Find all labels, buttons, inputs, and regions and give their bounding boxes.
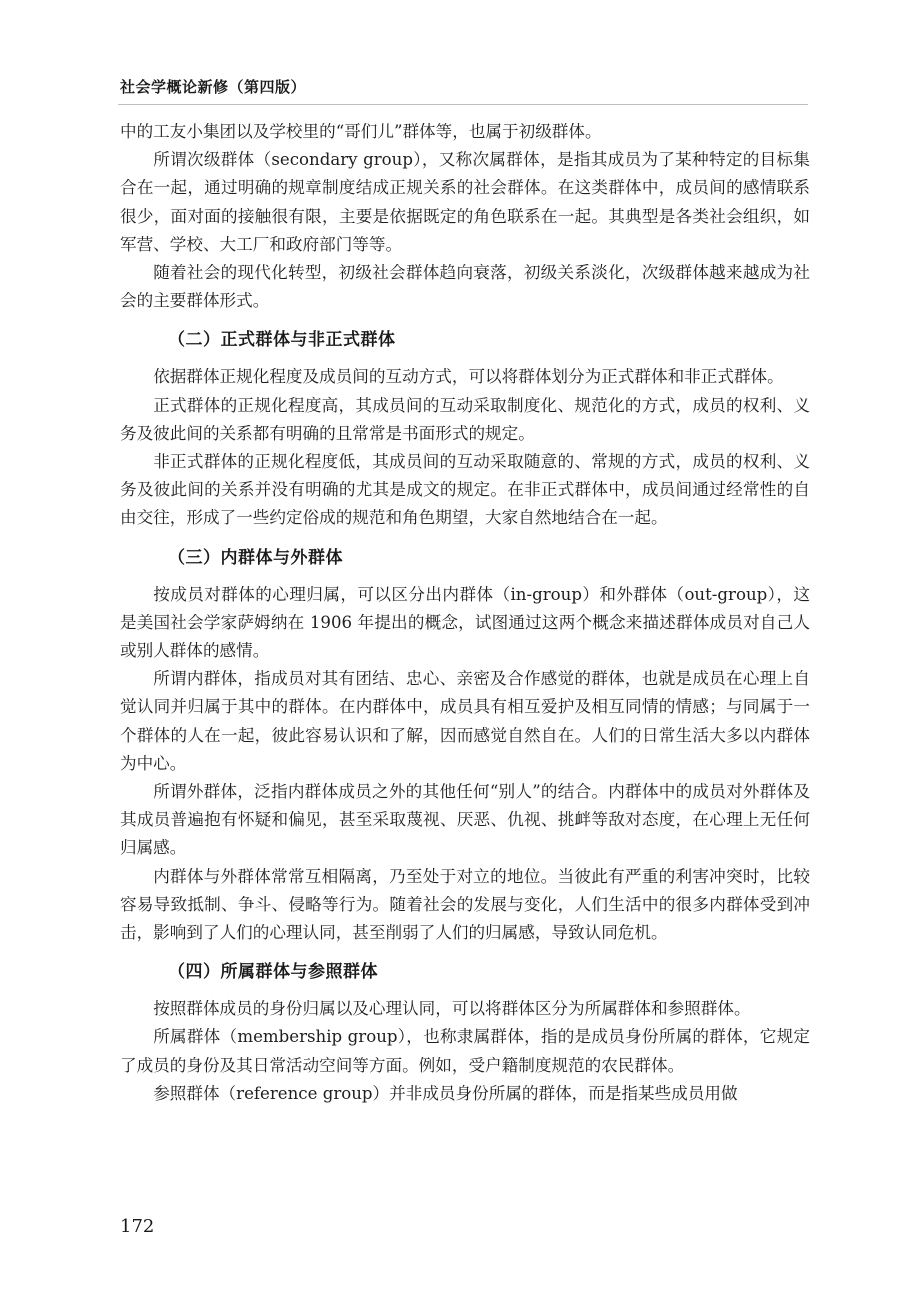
paragraph: 所谓次级群体（secondary group），又称次属群体，是指其成员为了某种特定的目标集合在一起，通过明确的规章制度结成正规关系的社会群体。在这类群体中，成员间的感情联系很少，面对面的接触很有限，主要是依据既定的角色联系在一起。其典型是各类社会组织，如军营、学校、大工厂和政府部门等等。 — [120, 150, 810, 254]
page-number: 172 — [120, 1216, 155, 1237]
paragraph: 所属群体（membership group），也称隶属群体，指的是成员身份所属的群体，它规定了成员的身份及其日常活动空间等方面。例如，受户籍制度规范的农民群体。 — [120, 1027, 810, 1075]
paragraph: 所谓内群体，指成员对其有团结、忠心、亲密及合作感觉的群体，也就是成员在心理上自觉认同并归属于其中的群体。在内群体中，成员具有相互爱护及相互同情的情感；与同属于一个群体的人在一起，彼此容易认识和了解，因而感觉自然自在。人们的日常生活大多以内群体为中心。 — [120, 669, 810, 773]
paragraph: 随着社会的现代化转型，初级社会群体趋向衰落，初级关系淡化，次级群体越来越成为社会的主要群体形式。 — [120, 263, 810, 311]
section-heading: （二）正式群体与非正式群体 — [168, 330, 396, 351]
paragraph: 按成员对群体的心理归属，可以区分出内群体（in-group）和外群体（out-group），这是美国社会学家萨姆纳在 1906 年提出的概念，试图通过这两个概念来描述群体成员对自己人或别人群体的感情。 — [120, 584, 810, 661]
paragraph: 正式群体的正规化程度高，其成员间的互动采取制度化、规范化的方式，成员的权利、义务及彼此间的关系都有明确的且常常是书面形式的规定。 — [120, 395, 810, 443]
paragraph: 内群体与外群体常常互相隔离，乃至处于对立的地位。当彼此有严重的利害冲突时，比较容易导致抵制、争斗、侵略等行为。随着社会的发展与变化，人们生活中的很多内群体受到冲击，影响到了人们的心理认同，甚至削弱了人们的归属感，导致认同危机。 — [120, 866, 810, 943]
paragraph: 按照群体成员的身份归属以及心理认同，可以将群体区分为所属群体和参照群体。 — [153, 999, 751, 1019]
paragraph: 参照群体（reference group）并非成员身份所属的群体，而是指某些成员用做 — [153, 1083, 738, 1103]
paragraph: 中的工友小集团以及学校里的“哥们儿”群体等，也属于初级群体。 — [120, 122, 602, 141]
paragraph: 依据群体正规化程度及成员间的互动方式，可以将群体划分为正式群体和非正式群体。 — [153, 367, 784, 387]
section-heading: （三）内群体与外群体 — [168, 547, 343, 568]
running-head-title: 社会学概论新修（第四版） — [120, 78, 307, 96]
paragraph: 所谓外群体，泛指内群体成员之外的其他任何“别人”的结合。内群体中的成员对外群体及其成员普遍抱有怀疑和偏见，甚至采取蔑视、厌恶、仇视、挑衅等敌对态度，在心理上无任何归属感。 — [120, 782, 810, 858]
header-rule — [118, 104, 808, 105]
paragraph: 非正式群体的正规化程度低，其成员间的互动采取随意的、常规的方式，成员的权利、义务及彼此间的关系并没有明确的尤其是成文的规定。在非正式群体中，成员间通过经常性的自由交往，形成了一些约定俗成的规范和角色期望，大家自然地结合在一起。 — [120, 452, 810, 528]
body-text — [120, 118, 810, 1108]
section-heading: （四）所属群体与参照群体 — [168, 962, 378, 983]
